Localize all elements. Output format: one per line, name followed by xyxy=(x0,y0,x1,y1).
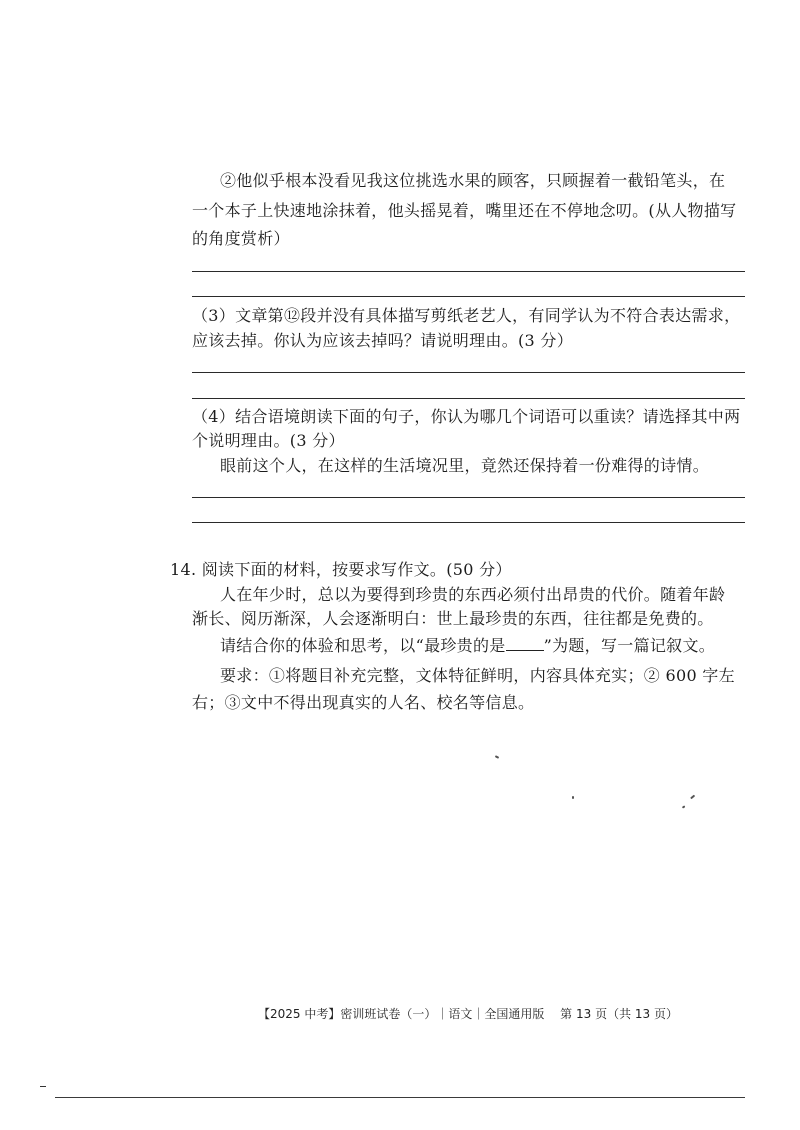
answer-line-3 xyxy=(192,372,745,373)
answer-line-5 xyxy=(192,497,745,498)
q13-sub4-sentence: 眼前这个人，在这样的生活境况里，竟然还保持着一份难得的诗情。 xyxy=(220,456,710,475)
edge-mark xyxy=(40,1086,46,1087)
answer-line-6 xyxy=(192,522,745,523)
q13-sub3-line-1: （3）文章第⑫段并没有具体描写剪纸老艺人，有同学认为不符合表达需求， xyxy=(192,306,741,325)
q14-para1-line-2: 渐长、阅历渐深，人会逐渐明白：世上最珍贵的东西，往往都是免费的。 xyxy=(192,609,714,628)
q14-para1-line-1: 人在年少时，总以为要得到珍贵的东西必须付出昂贵的代价。随着年龄 xyxy=(220,585,726,604)
title-blank xyxy=(506,636,544,651)
q14-prompt-before: 请结合你的体验和思考，以“最珍贵的是 xyxy=(220,636,506,655)
answer-line-2 xyxy=(192,296,745,297)
q14-requirement-line-1: 要求：①将题目补充完整，文体特征鲜明，内容具体充实；② 600 字左 xyxy=(220,666,735,685)
scan-speck xyxy=(690,795,695,799)
q13-sub2-line-3: 的角度赏析） xyxy=(192,229,290,248)
answer-line-1 xyxy=(192,271,745,272)
scan-speck xyxy=(682,805,685,808)
bottom-rule xyxy=(55,1097,745,1098)
q14-prompt-after: ”为题，写一篇记叙文。 xyxy=(543,636,716,655)
q14-requirement-line-2: 右；③文中不得出现真实的人名、校名等信息。 xyxy=(192,693,535,712)
answer-line-4 xyxy=(192,398,745,399)
q14-heading: 14. 阅读下面的材料，按要求写作文。(50 分） xyxy=(170,560,512,579)
q13-sub3-line-2: 应该去掉。你认为应该去掉吗？请说明理由。(3 分） xyxy=(192,331,574,350)
q13-sub2-line-1: ②他似乎根本没看见我这位挑选水果的顾客，只顾握着一截铅笔头，在 xyxy=(220,171,726,190)
q14-prompt xyxy=(220,636,715,656)
scan-speck xyxy=(495,755,499,759)
q13-sub2-line-2: 一个本子上快速地涂抹着，他头摇晃着，嘴里还在不停地念叨。(从人物描写 xyxy=(192,201,737,220)
page-footer: 【2025 中考】密训班试卷（一）｜语文｜全国通用版 第 13 页（共 13 页） xyxy=(258,1007,678,1021)
q13-sub4-line-2: 个说明理由。(3 分） xyxy=(192,431,345,450)
scan-speck xyxy=(572,796,574,799)
q13-sub4-line-1: （4）结合语境朗读下面的句子，你认为哪几个词语可以重读？请选择其中两 xyxy=(192,407,741,426)
